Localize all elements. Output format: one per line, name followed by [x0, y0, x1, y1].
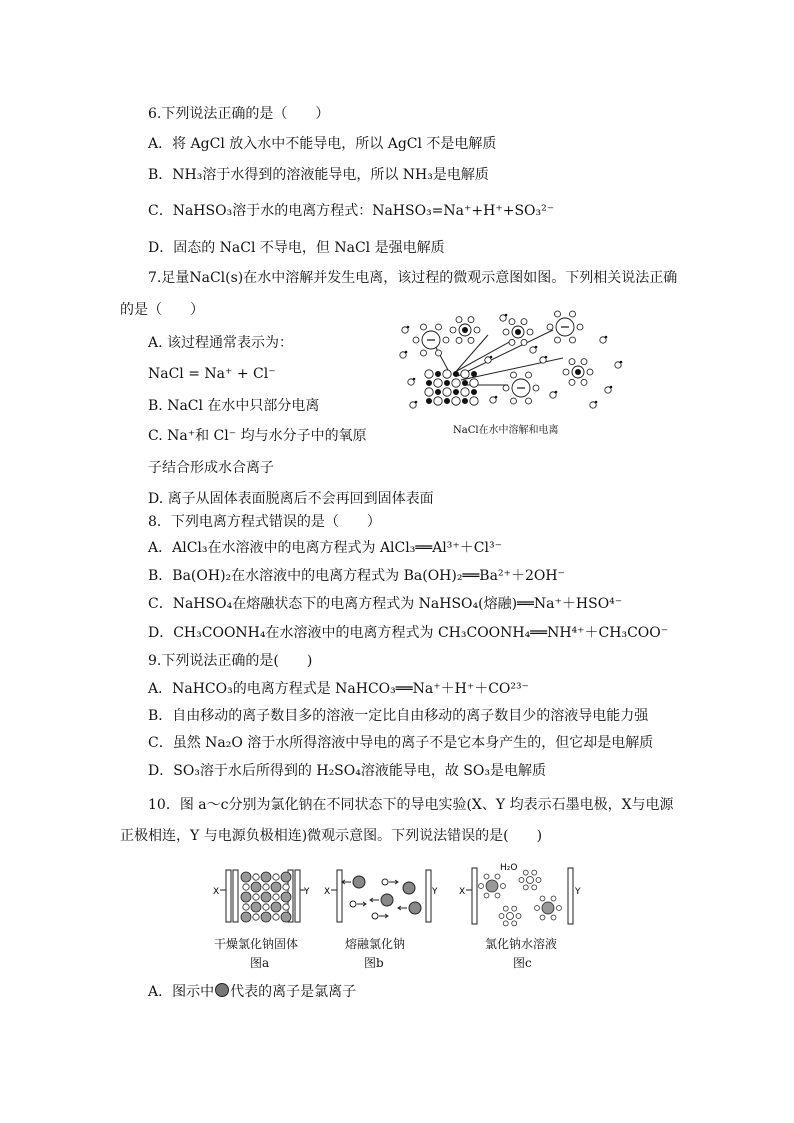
- solution-hydrated-ions: [479, 870, 562, 926]
- q10-option-a-suffix: 代表的离子是氯离子: [230, 984, 357, 1000]
- q8-stem: 8．下列电离方程式错误的是（ ）: [148, 514, 381, 530]
- figure-c-solution: [458, 860, 590, 930]
- q7-option-a: A. 该过程通常表示为：: [148, 335, 294, 351]
- solid-ion-grid: [241, 872, 291, 922]
- q7-option-c-line1: C. Na⁺和 Cl⁻ 均与水分子中的氧原: [148, 428, 367, 444]
- figure-c-caption: 氯化钠水溶液: [485, 937, 558, 951]
- q7-stem-line2: 的是（ ）: [120, 302, 204, 318]
- figure-b-label: 图b: [364, 956, 384, 970]
- q10-option-a: [148, 982, 356, 1002]
- q8-option-b: B．Ba(OH)₂在水溶液中的电离方程式为 Ba(OH)₂══Ba²⁺＋2OH⁻: [148, 568, 565, 584]
- q7-option-d: D. 离子从固体表面脱离后不会再回到固体表面: [148, 491, 434, 507]
- q9-option-c: C．虽然 Na₂O 溶于水所得溶液中导电的离子不是它本身产生的，但它却是电解质: [148, 735, 654, 751]
- figure-c-label: 图c: [513, 956, 532, 970]
- q8-option-c: C．NaHSO₄在熔融状态下的电离方程式为 NaHSO₄(熔融)══Na⁺＋HSO⁴⁻: [148, 596, 623, 612]
- q9-option-d: D．SO₃溶于水后所得到的 H₂SO₄溶液能导电，故 SO₃是电解质: [148, 763, 546, 779]
- q10-option-a-prefix: A．图示中: [148, 984, 215, 1000]
- figure-a-caption: 干燥氯化钠固体: [214, 937, 299, 951]
- q10-stem-line2: 正极相连，Y 与电源负极相连)微观示意图。下列说法错误的是( ): [120, 828, 543, 844]
- q7-figure-caption: NaCl在水中溶解和电离: [453, 425, 559, 436]
- q6-stem: 6.下列说法正确的是（ ）: [148, 106, 330, 122]
- water-label: H₂O: [500, 863, 518, 873]
- electrode-x-label: X: [324, 887, 331, 897]
- electrode-y-label: Y: [432, 887, 438, 897]
- q10-stem-line1: 10．图 a～c分别为氯化钠在不同状态下的导电实验(X、Y 均表示石墨电极，X与电源: [148, 797, 674, 813]
- q6-option-c: C．NaHSO₃溶于水的电离方程式：NaHSO₃=Na⁺+H⁺+SO₃²⁻: [148, 203, 555, 219]
- electrode-y-label: Y: [304, 887, 310, 897]
- figure-b-caption: 熔融氯化钠: [345, 937, 406, 951]
- q7-stem-line1: 7.足量NaCl(s)在水中溶解并发生电离，该过程的微观示意图如图。下列相关说法正确: [148, 270, 678, 286]
- figure-b-molten: [323, 868, 438, 926]
- electrode-x-label: X: [213, 887, 220, 897]
- q7-option-b: B. NaCl 在水中只部分电离: [148, 398, 320, 414]
- q9-option-a: A．NaHCO₃的电离方程式是 NaHCO₃══Na⁺＋H⁺＋CO²³⁻: [148, 681, 530, 697]
- q9-option-b: B．自由移动的离子数目多的溶液一定比自由移动的离子数目少的溶液导电能力强: [148, 708, 649, 724]
- chloride-ion-icon: [215, 983, 229, 997]
- q8-option-a: A．AlCl₃在水溶液中的电离方程式为 AlCl₃══Al³⁺＋Cl³⁻: [148, 540, 502, 556]
- q7-equation: NaCl = Na⁺ + Cl⁻: [148, 366, 276, 382]
- nacl-dissolution-figure: [393, 310, 623, 415]
- q6-option-d: D．固态的 NaCl 不导电，但 NaCl 是强电解质: [148, 240, 445, 256]
- q6-option-a: A．将 AgCl 放入水中不能导电，所以 AgCl 不是电解质: [148, 136, 497, 152]
- figure-a-label: 图a: [250, 956, 270, 970]
- q7-option-c-line2: 子结合形成水合离子: [148, 460, 274, 476]
- q9-stem: 9.下列说法正确的是( ): [148, 653, 313, 669]
- electrode-y-label: Y: [575, 887, 581, 897]
- electrode-x-label: X: [459, 887, 466, 897]
- q6-option-b: B．NH₃溶于水得到的溶液能导电，所以 NH₃是电解质: [148, 167, 489, 183]
- q8-option-d: D．CH₃COONH₄在水溶液中的电离方程式为 CH₃COONH₄══NH⁴⁺＋CH₃COO⁻: [148, 625, 669, 641]
- figure-a-dry-solid: [212, 868, 312, 926]
